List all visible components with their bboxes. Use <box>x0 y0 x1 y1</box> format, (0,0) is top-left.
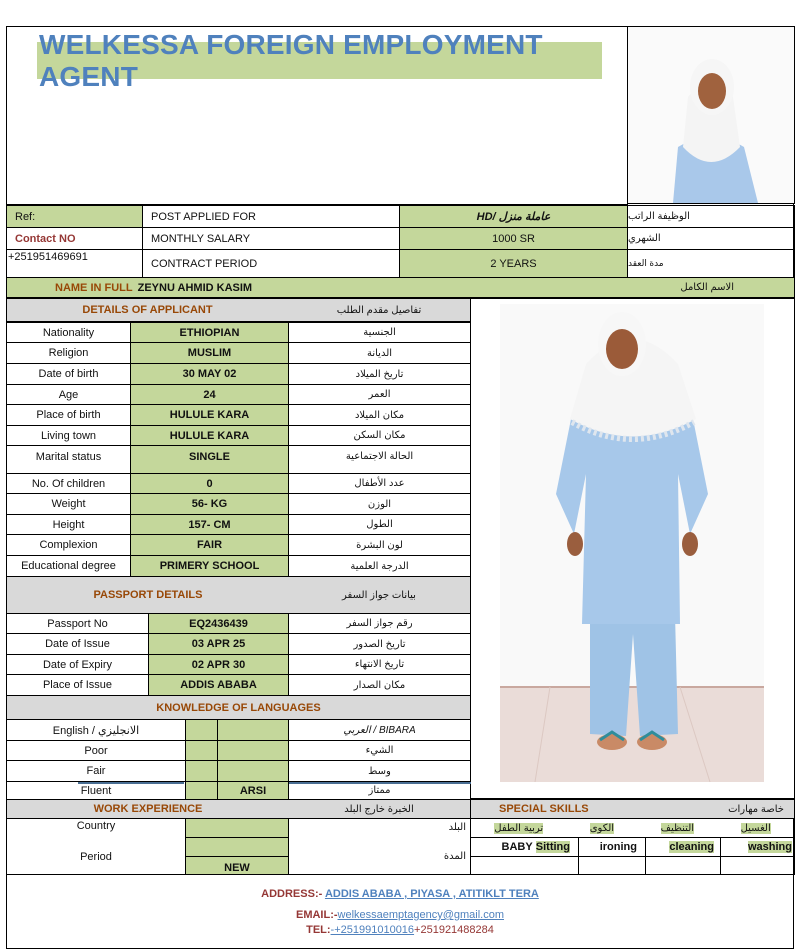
passport-value: 02 APR 30 <box>148 654 289 675</box>
skill-empty-cell <box>645 856 721 875</box>
language-cell <box>217 740 289 761</box>
monthly-salary-label-ar: الشهري <box>627 227 795 250</box>
contact-label: Contact NO <box>6 227 143 250</box>
footer-email: EMAIL:-welkessaemptagency@gmail.com <box>295 909 504 921</box>
full-body-photo <box>500 304 764 782</box>
applicant-label-ar: الديانة <box>288 342 471 364</box>
work-experience-heading: WORK EXPERIENCE <box>6 799 289 819</box>
footer-address: ADDRESS:- ADDIS ABABA , PIYASA , ATITIKLT TERA <box>261 888 539 900</box>
applicant-heading: DETAILS OF APPLICANT <box>6 298 289 322</box>
applicant-value: PRIMERY SCHOOL <box>130 555 289 577</box>
post-applied-value: HD/ عاملة منزل <box>399 205 628 228</box>
applicant-label-ar: مكان السكن <box>288 425 471 446</box>
language-level-label-ar: ممتاز <box>288 781 471 800</box>
period-value: NEW <box>185 856 289 875</box>
passport-label-ar: رقم جواز السفر <box>288 613 471 634</box>
skills-arabic-row <box>470 818 795 838</box>
contract-period-label-ar: مدة العقد <box>627 249 795 278</box>
passport-value: 03 APR 25 <box>148 633 289 655</box>
applicant-label: Complexion <box>6 534 131 556</box>
applicant-label-ar: لون البشرة <box>288 534 471 556</box>
english-label: English / الانجليزي <box>6 719 186 741</box>
country-value <box>185 818 289 838</box>
passport-label: Place of Issue <box>6 674 149 696</box>
agency-title: WELKESSA FOREIGN EMPLOYMENT AGENT <box>37 42 602 79</box>
work-label-column <box>6 818 186 875</box>
language-cell <box>185 760 218 782</box>
work-label-ar-column <box>288 818 471 875</box>
language-level-label: Fair <box>6 760 186 782</box>
applicant-value: HULULE KARA <box>130 404 289 426</box>
skill-cleaning: cleaning <box>645 837 721 857</box>
applicant-heading-ar: تفاصيل مقدم الطلب <box>288 298 471 322</box>
ref-label: Ref: <box>6 205 143 228</box>
applicant-value: MUSLIM <box>130 342 289 364</box>
tel-2: +251921488284 <box>414 924 494 936</box>
post-applied-label: POST APPLIED FOR <box>142 205 400 228</box>
skill-empty-cell <box>578 856 646 875</box>
applicant-value: ETHIOPIAN <box>130 322 289 343</box>
applicant-label: Date of birth <box>6 363 131 385</box>
applicant-label-ar: الجنسية <box>288 322 471 343</box>
language-cell <box>217 760 289 782</box>
language-cell <box>185 781 218 800</box>
applicant-label-ar: العمر <box>288 384 471 405</box>
passport-photo <box>627 26 795 204</box>
period-label-ar: المدة <box>443 851 466 862</box>
skill-ar: التنظيف <box>660 822 695 834</box>
skill-washing: washing <box>720 837 795 857</box>
post-applied-label-ar: الوظيفة الراتب <box>627 205 795 228</box>
skill-baby-sitting: BABY Sitting <box>470 837 579 857</box>
special-skills-heading: SPECIAL SKILLS خاصة مهارات <box>470 799 795 819</box>
contact-number: +251951469691 <box>6 249 143 278</box>
passport-label-ar: مكان الصدار <box>288 674 471 696</box>
name-in-full-row <box>6 277 795 298</box>
applicant-value: 0 <box>130 473 289 494</box>
applicant-value: 24 <box>130 384 289 405</box>
applicant-label-ar: مكان الميلاد <box>288 404 471 426</box>
applicant-label-ar: الحالة الاجتماعية <box>288 445 471 474</box>
passport-label-ar: تاريخ الصدور <box>288 633 471 655</box>
passport-label: Date of Expiry <box>6 654 149 675</box>
passport-value: ADDIS ABABA <box>148 674 289 696</box>
name-in-full-label: NAME IN FULL <box>55 281 133 294</box>
period-label: Period <box>80 851 112 863</box>
applicant-label-ar: الدرجة العلمية <box>288 555 471 577</box>
applicant-value: SINGLE <box>130 445 289 474</box>
name-in-full-label-ar: الاسم الكامل <box>680 282 734 293</box>
passport-label: Passport No <box>6 613 149 634</box>
address-link[interactable]: ADDIS ABABA , PIYASA , ATITIKLT TERA <box>324 888 539 900</box>
monthly-salary-value: 1000 SR <box>399 227 628 250</box>
applicant-label-ar: عدد الأطفال <box>288 473 471 494</box>
applicant-label: Age <box>6 384 131 405</box>
skill-ar: الغسيل <box>740 822 771 834</box>
skill-empty-cell <box>720 856 795 875</box>
footer-tel: TEL:-+251991010016+251921488284 <box>306 924 494 936</box>
applicant-label-ar: تاريخ الميلاد <box>288 363 471 385</box>
passport-heading-ar: بيانات جواز السفر <box>288 576 471 614</box>
country-label: Country <box>76 820 116 832</box>
language-cell: ARSI <box>217 781 289 800</box>
language-level-label: Fluent <box>6 781 186 800</box>
passport-label-ar: تاريخ الانتهاء <box>288 654 471 675</box>
email-link[interactable]: welkessaemptagency@gmail.com <box>337 909 504 921</box>
passport-label: Date of Issue <box>6 633 149 655</box>
name-in-full-value: ZEYNU AHMID KASIM <box>137 281 253 294</box>
language-level-label-ar: وسط <box>288 760 471 782</box>
applicant-value: HULULE KARA <box>130 425 289 446</box>
applicant-label: Marital status <box>6 445 131 474</box>
country-label-ar: البلد <box>448 822 466 833</box>
applicant-value: 30 MAY 02 <box>130 363 289 385</box>
skill-empty-cell <box>470 856 579 875</box>
passport-heading: PASSPORT DETAILS <box>6 576 289 614</box>
applicant-label: No. Of children <box>6 473 131 494</box>
language-level-label: Poor <box>6 740 186 761</box>
language-cell <box>217 719 289 741</box>
applicant-label: Place of birth <box>6 404 131 426</box>
applicant-value: 157- CM <box>130 514 289 535</box>
applicant-label: Religion <box>6 342 131 364</box>
monthly-salary-label: MONTHLY SALARY <box>142 227 400 250</box>
skill-ar: الكوى <box>589 822 615 834</box>
tel-link-1[interactable]: -+251991010016 <box>330 924 415 936</box>
skill-ironing: ironing <box>578 837 646 857</box>
portrait-image <box>628 27 794 203</box>
language-cell <box>185 740 218 761</box>
skill-ar: تربية الطفل <box>494 822 544 834</box>
applicant-label: Educational degree <box>6 555 131 577</box>
work-experience-heading-ar: الخبرة خارج البلد <box>288 799 471 819</box>
applicant-label-ar: الطول <box>288 514 471 535</box>
applicant-label: Living town <box>6 425 131 446</box>
passport-value: EQ2436439 <box>148 613 289 634</box>
full-body-photo-box <box>471 298 795 799</box>
applicant-label-ar: الوزن <box>288 493 471 515</box>
applicant-label: Weight <box>6 493 131 515</box>
language-cell <box>185 719 218 741</box>
arabic-label: BIBARA / العربي <box>288 719 471 741</box>
contract-period-label: CONTRACT PERIOD <box>142 249 400 278</box>
applicant-value: 56- KG <box>130 493 289 515</box>
language-level-label-ar: الشيء <box>288 740 471 761</box>
applicant-value: FAIR <box>130 534 289 556</box>
applicant-label: Nationality <box>6 322 131 343</box>
period-value-blank <box>185 837 289 857</box>
contract-period-value: 2 YEARS <box>399 249 628 278</box>
decorative-line <box>78 782 184 784</box>
languages-heading: KNOWLEDGE OF LANGUAGES <box>6 695 471 720</box>
applicant-label: Height <box>6 514 131 535</box>
